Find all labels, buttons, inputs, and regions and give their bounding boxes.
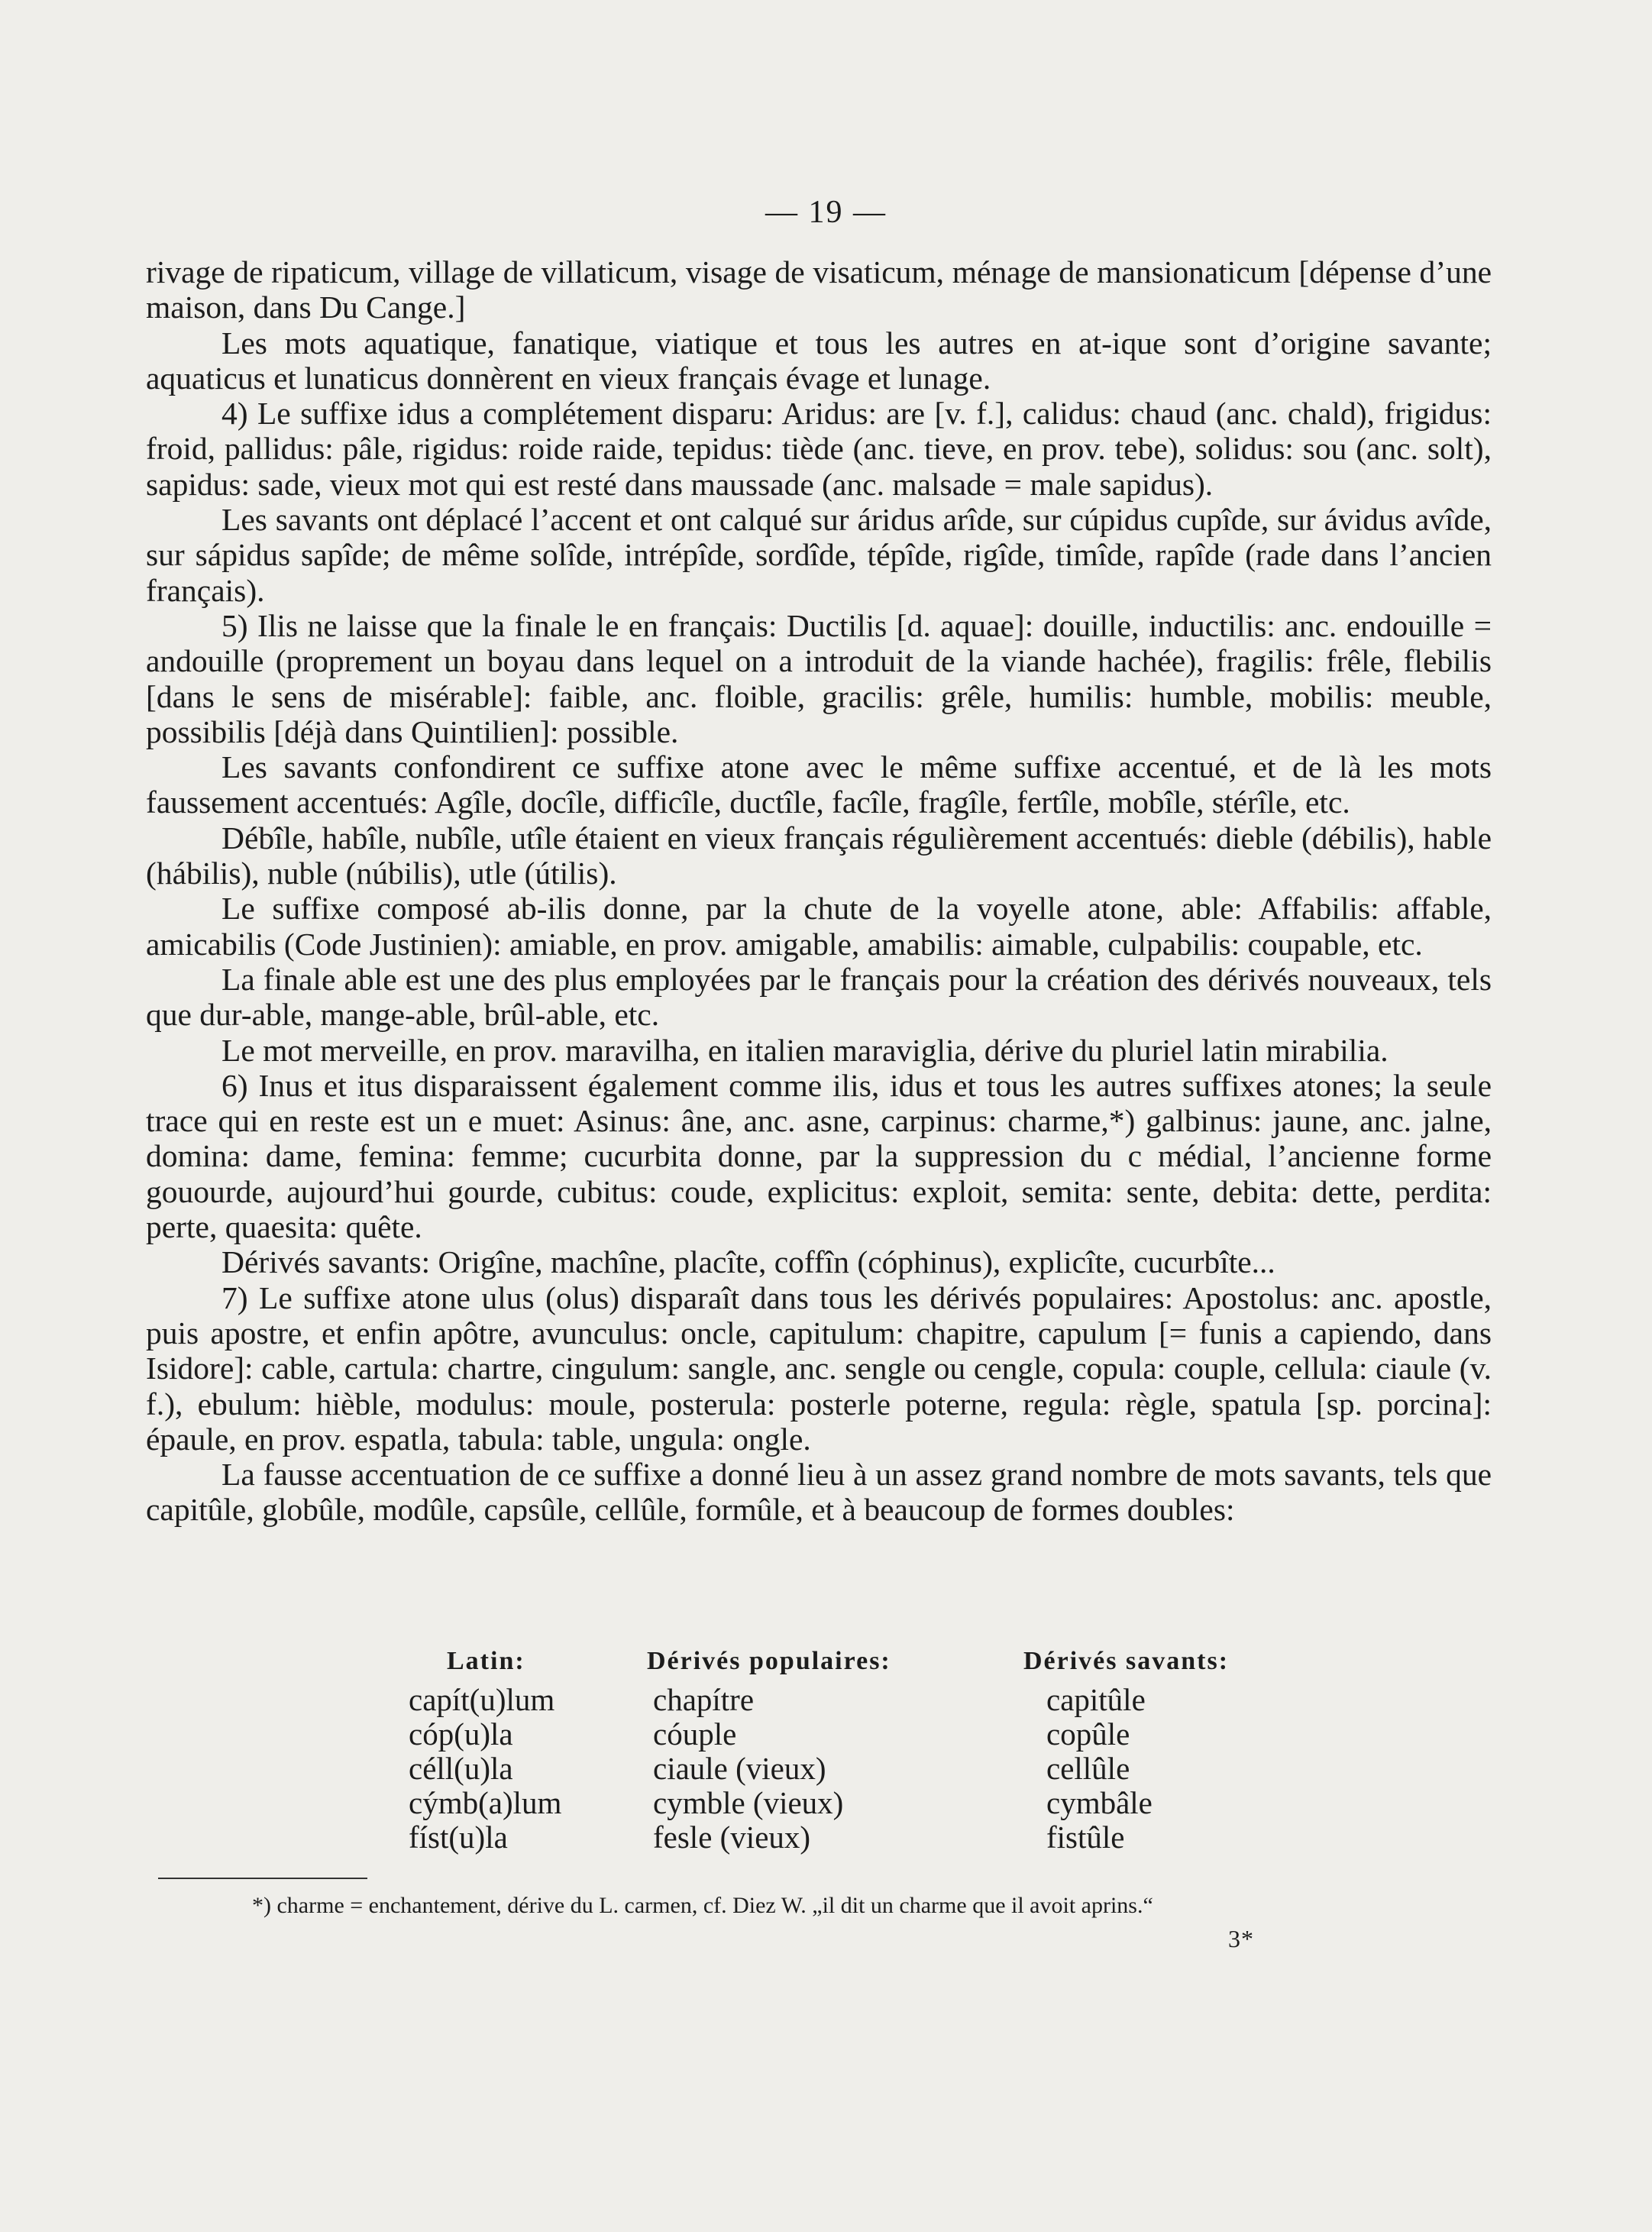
latin-column [409, 1644, 561, 1855]
paragraph-1: rivage de ripaticum, village de villaticum, visage de visaticum, ménage de mansionaticum [dépense d’une maison, dans Du Cange.] [146, 254, 1492, 325]
latin-entry: céll(u)la [409, 1751, 513, 1786]
column-header-populaires: Dérivés populaires: [647, 1647, 891, 1675]
populaire-entry: chapítre [653, 1682, 755, 1717]
paragraph-11: 6) Inus et itus disparaissent également comme ilis, idus et tous les autres suffixes atones; la seule trace qui en reste est un e muet: Asinus: âne, anc. asne, carpinus: charme,*) galbinus: jaune, anc. jalne, domina: dame, femina: femme; cucurbita donne, par la suppression du c médial, l’ancienne forme gouourde, aujourd’hui gourde, cubitus: coude, explicitus: exploit, semita: sente, debita: dette, perdita: perte, quaesita: quête. [146, 1067, 1492, 1245]
populaire-entry: fesle (vieux) [653, 1820, 811, 1855]
latin-entry: físt(u)la [409, 1820, 508, 1855]
column-header-savants: Dérivés savants: [1023, 1647, 1230, 1675]
signature-mark: 3* [1228, 1925, 1254, 1952]
paragraph-3: 4) Le suffixe idus a complétement disparu: Aridus: are [v. f.], calidus: chaud (anc. chald), frigidus: froid, pallidus: pâle, rigidus: roide raide, tepidus: tiède (anc. tieve, en prov. tebe), solidus: sou (anc. solt), sapidus: sade, vieux mot qui est resté dans maussade (anc. malsade = male sapidus). [146, 396, 1492, 502]
latin-entry: cóp(u)la [409, 1716, 513, 1752]
savant-entry: capitûle [1046, 1682, 1146, 1717]
paragraph-8: Le suffixe composé ab-ilis donne, par la chute de la voyelle atone, able: Affabilis: affable, amicabilis (Code Justinien): amiable, en prov. amigable, amabilis: aimable, culpabilis: coupable, etc. [146, 891, 1492, 962]
savants-column [1023, 1644, 1230, 1855]
paragraph-7: Débîle, habîle, nubîle, utîle étaient en vieux français régulièrement accentués: dieble (débilis), hable (hábilis), nuble (núbilis), utle (útilis). [146, 820, 1492, 891]
footnote-rule [158, 1878, 367, 1879]
footnote: *) charme = enchantement, dérive du L. carmen, cf. Diez W. „il dit un charme que il avoit aprins.“ [252, 1893, 1153, 1918]
savant-entry: cellûle [1046, 1751, 1130, 1786]
paragraph-10: Le mot merveille, en prov. maravilha, en italien maraviglia, dérive du pluriel latin mirabilia. [221, 1032, 1389, 1068]
paragraph-5: 5) Ilis ne laisse que la finale le en français: Ductilis [d. aquae]: douille, inductilis: anc. endouille = andouille (proprement un boyau dans lequel on a introduit de la viande hachée), fragilis: frêle, flebilis [dans le sens de misérable]: faible, anc. floible, gracilis: grêle, humilis: humble, mobilis: meuble, possibilis [déjà dans Quintilien]: possible. [146, 607, 1492, 749]
populaire-entry: cóuple [653, 1716, 737, 1752]
populaire-entry: cymble (vieux) [653, 1785, 844, 1820]
savant-entry: copûle [1046, 1716, 1130, 1752]
populaire-entry: ciaule (vieux) [653, 1751, 826, 1786]
paragraph-9: La finale able est une des plus employées par le français pour la création des dérivés nouveaux, tels que dur-able, mange-able, brûl-able, etc. [146, 961, 1492, 1033]
paragraph-14: La fausse accentuation de ce suffixe a donné lieu à un assez grand nombre de mots savants, tels que capitûle, globûle, modûle, capsûle, cellûle, formûle, et à beaucoup de formes doubles: [146, 1457, 1492, 1528]
paragraph-12: Dérivés savants: Origîne, machîne, placîte, coffîn (cóphinus), explicîte, cucurbîte... [221, 1244, 1275, 1280]
latin-entry: capít(u)lum [409, 1682, 555, 1717]
paragraph-13: 7) Le suffixe atone ulus (olus) disparaît dans tous les dérivés populaires: Apostolus: anc. apostle, puis apostre, et enfin apôtre, avunculus: oncle, capitulum: chapitre, capulum [= funis a capiendo, dans Isidore]: cable, cartula: chartre, cingulum: sangle, anc. sengle ou cengle, copula: couple, cellula: ciaule (v. f.), ebulum: hièble, modulus: moule, posterula: posterle poterne, regula: règle, spatula [sp. porcina]: épaule, en prov. espatla, tabula: table, ungula: ongle. [146, 1279, 1492, 1457]
latin-entry: cýmb(a)lum [409, 1785, 562, 1820]
paragraph-2: Les mots aquatique, fanatique, viatique et tous les autres en at-ique sont d’origine savante; aquaticus et lunaticus donnèrent en vieux français évage et lunage. [146, 325, 1492, 396]
paragraph-6: Les savants confondirent ce suffixe atone avec le même suffixe accentué, et de là les mots faussement accentués: Agîle, docîle, difficîle, ductîle, facîle, fragîle, fertîle, mobîle, stérîle, etc. [146, 749, 1492, 820]
savant-entry: fistûle [1046, 1820, 1125, 1855]
body-text [146, 254, 1492, 1528]
savant-entry: cymbâle [1046, 1785, 1153, 1820]
populaires-column [647, 1644, 891, 1855]
page-number: — 19 — [765, 195, 887, 230]
column-header-latin: Latin: [447, 1647, 525, 1675]
paragraph-4: Les savants ont déplacé l’accent et ont calqué sur áridus arîde, sur cúpidus cupîde, sur ávidus avîde, sur sápidus sapîde; de même solîde, intrépîde, sordîde, tépîde, rigîde, timîde, rapîde (rade dans l’ancien français). [146, 502, 1492, 608]
